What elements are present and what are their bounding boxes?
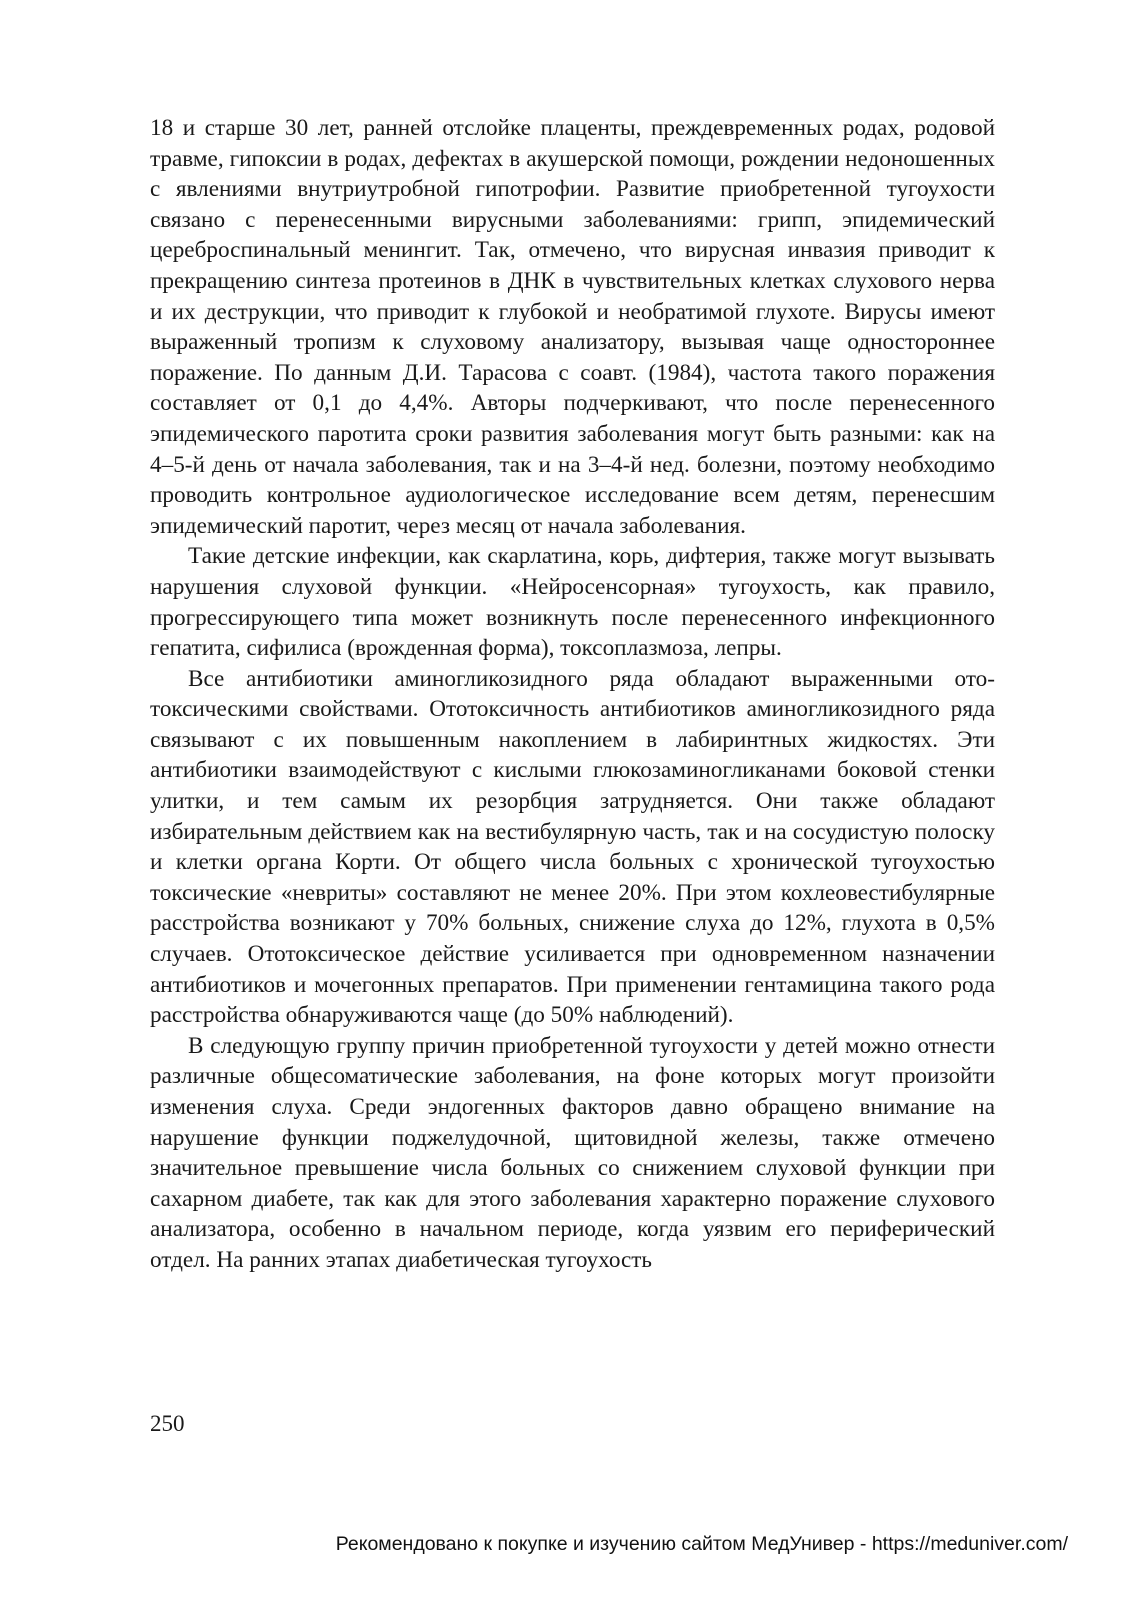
paragraph-1: 18 и старше 30 лет, ранней отслойке плаценты, преждевременных родах, родовой травме, гипоксии в родах, дефектах в акушерской помощи, рождении недоношенных с явлениями внутриутробной гипотрофии. Развитие приобретенной тугоухости связано с перенесенными вирусными заболеваниями: грипп, эпидемический цереброспинальный менингит. Так, отмечено, что вирусная инвазия приводит к прекращению синтеза протеинов в ДНК в чувствительных клетках слухового нерва и их деструкции, что приводит к глубокой и необратимой глухоте. Вирусы имеют выраженный тропизм к слуховому анализатору, вызывая чаще одностороннее поражение. По данным Д.И. Тарасова с соавт. (1984), частота такого поражения составляет от 0,1 до 4,4%. Авторы подчеркивают, что после перенесенного эпидемического паротита сроки развития заболевания могут быть разными: как на 4–5-й день от начала заболевания, так и на 3–4-й нед. болезни, поэтому необходимо проводить контрольное аудиологическое исследование всем детям, перенесшим эпидемический паротит, через месяц от начала заболевания. (150, 115, 995, 539)
paragraph-2: Такие детские инфекции, как скарлатина, корь, дифтерия, также могут вызывать нарушения слуховой функции. «Нейросенсорная» тугоухость, как правило, прогрессирующего типа может возникнуть после перенесенного инфекционного гепатита, сифилиса (врожденная форма), токсоплазмоза, лепры. (150, 543, 995, 662)
body-text (150, 113, 995, 1276)
paragraph-4: В следующую группу причин приобретенной тугоухости у детей можно отнести различные общесоматические заболевания, на фоне которых могут произойти изменения слуха. Среди эндогенных факторов давно обращено внимание на нарушение функции поджелудочной, щитовидной железы, также отмечено значительное превышение числа больных со снижением слуховой функции при сахарном диабете, так как для этого заболевания характерно поражение слухового анализатора, особенно в начальном периоде, когда уязвим его периферический отдел. На ранних этапах диабетическая тугоухость (150, 1032, 995, 1273)
paragraph-3: Все антибиотики аминогликозидного ряда обладают выраженными ототоксическими свойствами. Ототоксичность антибиотиков аминогликозидного ряда связывают с их повышенным накоплением в лабиринтных жидкостях. Эти антибиотики взаимодействуют с кислыми глюкозаминогликанами боковой стенки улитки, и тем самым их резорбция затрудняется. Они также обладают избирательным действием как на вестибулярную часть, так и на сосудистую полоску и клетки органа Корти. От общего числа больных с хронической тугоухостью токсические «невриты» составляют не менее 20%. При этом кохлеовестибулярные расстройства возникают у 70% больных, снижение слуха до 12%, глухота в 0,5% случаев. Ототоксическое действие усиливается при одновременном назначении антибиотиков и мочегонных препаратов. При применении гентамицина такого рода расстройства обнаруживаются чаще (до 50% наблюдений). (150, 665, 995, 1029)
footer-watermark: Рекомендовано к покупке и изучению сайтом МедУнивер - https://meduniver.com/ (335, 1533, 1068, 1555)
page-number: 250 (150, 1411, 185, 1436)
